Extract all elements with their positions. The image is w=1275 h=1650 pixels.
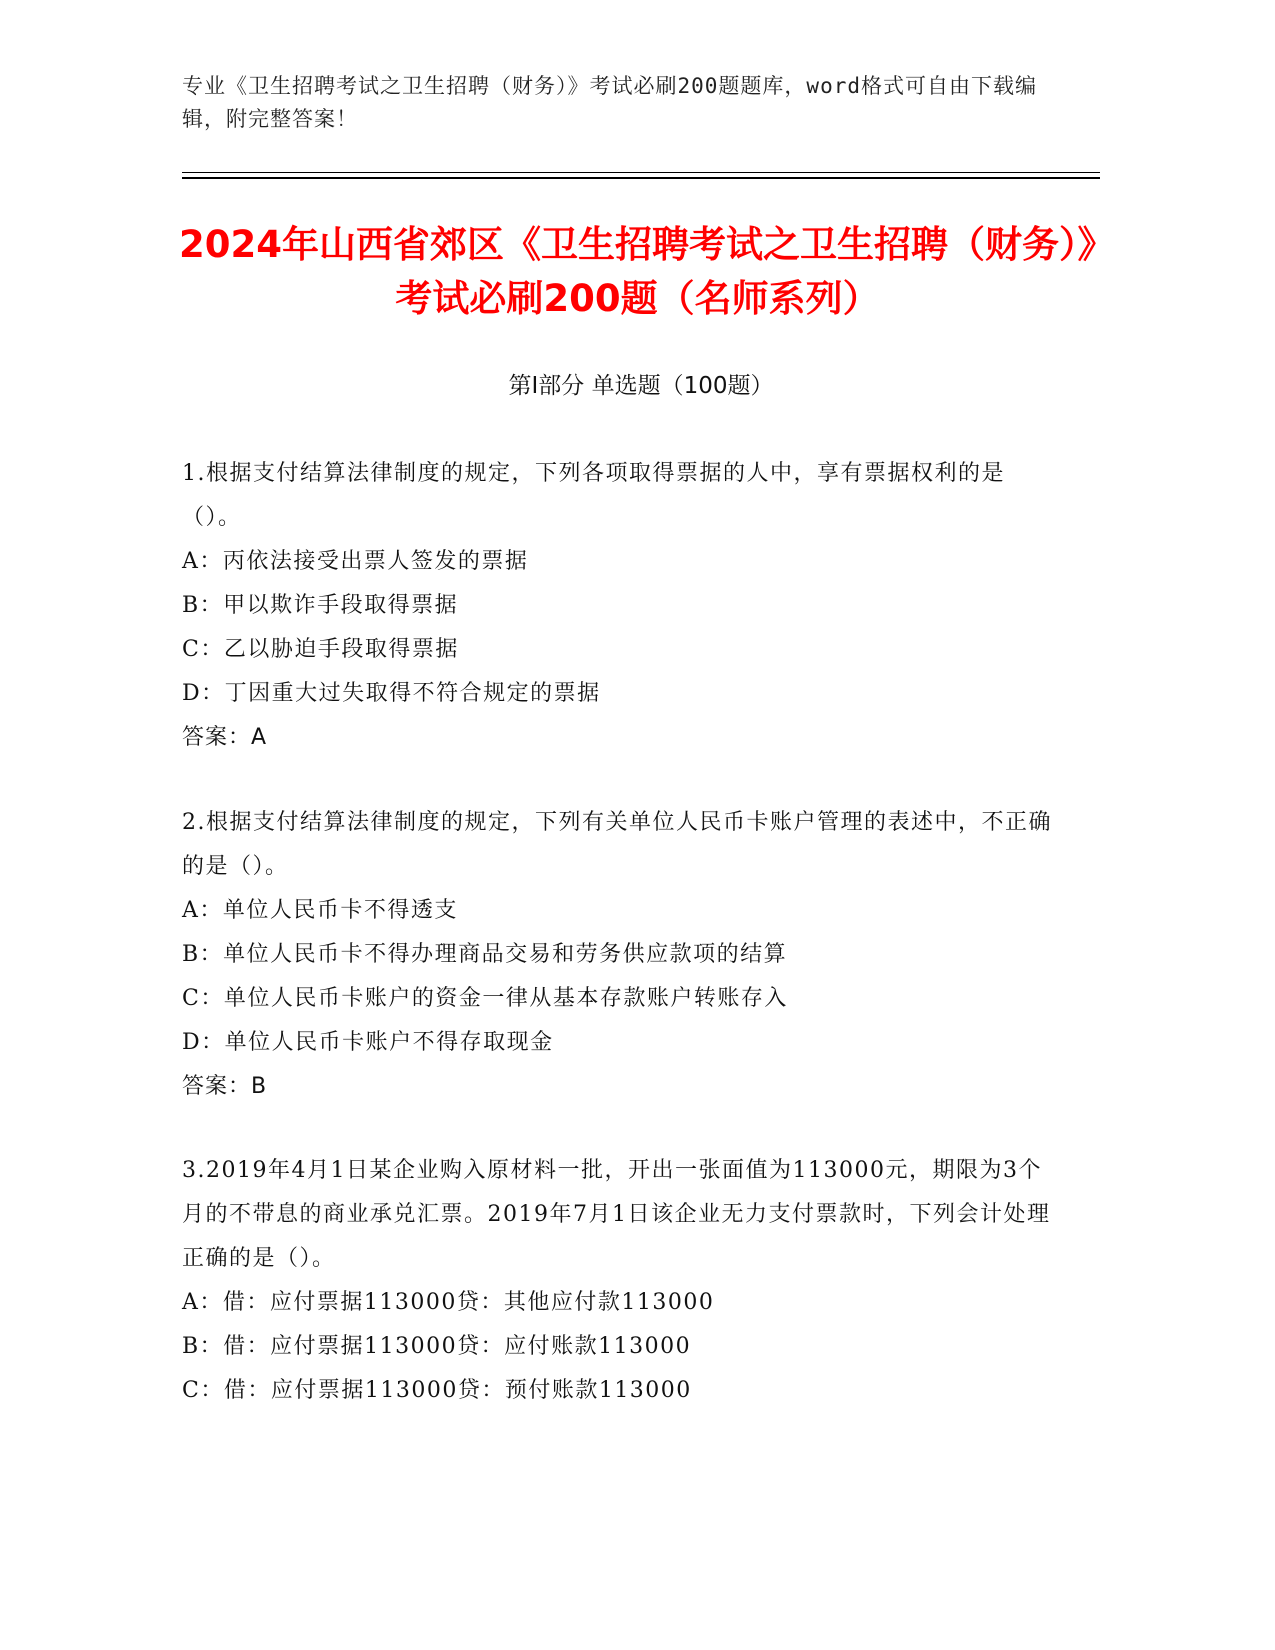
question-2 <box>182 801 1052 1109</box>
header-divider-thin <box>182 172 1100 173</box>
answer: 答案：B <box>182 1074 268 1099</box>
header-divider-thick <box>182 177 1100 179</box>
option-a: A：借：应付票据113000贷：其他应付款113000 <box>182 1290 715 1315</box>
question-stem: 3.2019年4月1日某企业购入原材料一批，开出一张面值为113000元，期限为3个月的不带息的商业承兑汇票。2019年7月1日该企业无力支付票款时，下列会计处理正确的是（）。 <box>182 1158 1051 1271</box>
header-note: 专业《卫生招聘考试之卫生招聘（财务）》考试必刷200题题库，word格式可自由下载编辑，附完整答案！ <box>182 74 1037 131</box>
option-d: D：丁因重大过失取得不符合规定的票据 <box>182 681 601 706</box>
option-a: A：单位人民币卡不得透支 <box>182 898 458 923</box>
option-d: D：单位人民币卡账户不得存取现金 <box>182 1030 554 1055</box>
option-c: C：单位人民币卡账户的资金一律从基本存款账户转账存入 <box>182 986 788 1011</box>
section-title: 第Ⅰ部分 单选题（100题） <box>508 373 774 399</box>
document-title: 2024年山西省郊区《卫生招聘考试之卫生招聘（财务）》考试必刷200题（名师系列） <box>179 223 1096 320</box>
option-c: C：乙以胁迫手段取得票据 <box>182 637 459 662</box>
question-1 <box>182 452 1052 760</box>
answer: 答案：A <box>182 725 268 750</box>
option-c: C：借：应付票据113000贷：预付账款113000 <box>182 1378 692 1403</box>
question-3 <box>182 1149 1052 1413</box>
option-b: B：甲以欺诈手段取得票据 <box>182 593 459 618</box>
question-stem: 1.根据支付结算法律制度的规定，下列各项取得票据的人中，享有票据权利的是（）。 <box>182 461 1005 530</box>
option-b: B：单位人民币卡不得办理商品交易和劳务供应款项的结算 <box>182 942 788 967</box>
question-stem: 2.根据支付结算法律制度的规定，下列有关单位人民币卡账户管理的表述中，不正确的是（）。 <box>182 810 1052 879</box>
option-a: A：丙依法接受出票人签发的票据 <box>182 549 529 574</box>
option-b: B：借：应付票据113000贷：应付账款113000 <box>182 1334 692 1359</box>
